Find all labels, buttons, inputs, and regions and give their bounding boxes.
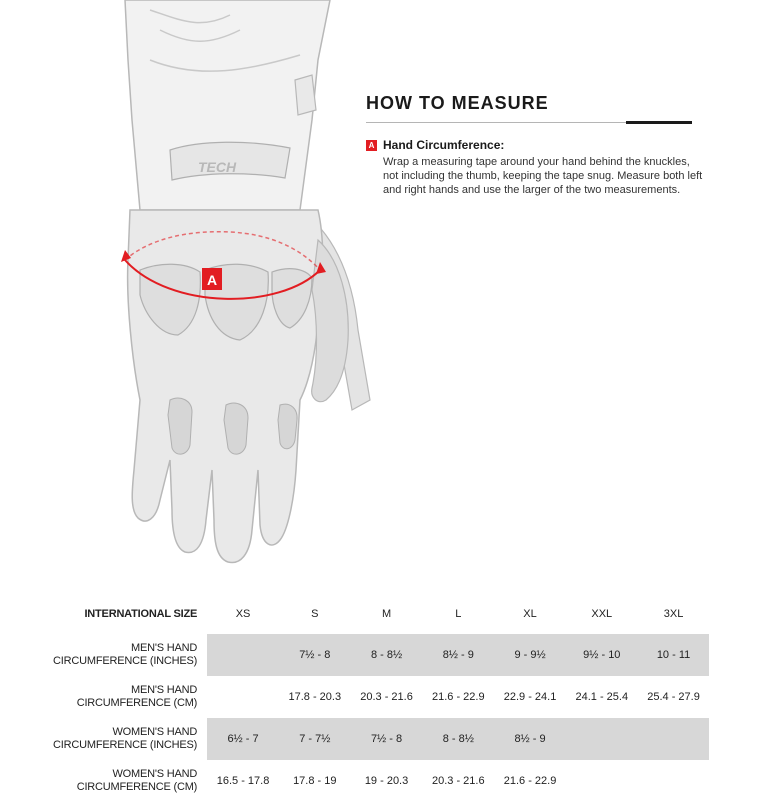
size-header-row [0, 594, 765, 634]
size-cell: 8 - 8½ [351, 634, 423, 676]
size-cell: 7½ - 8 [351, 718, 423, 760]
size-header-m: M [381, 608, 392, 620]
size-cell: 20.3 - 21.6 [431, 775, 485, 787]
size-cell [566, 718, 638, 760]
size-cell [207, 634, 279, 676]
size-cell: 22.9 - 24.1 [503, 691, 557, 703]
measurement-badge: A [366, 140, 377, 151]
size-cell: 9½ - 10 [566, 634, 638, 676]
size-cell: 8½ - 9 [494, 718, 566, 760]
table-row [0, 718, 765, 760]
how-to-measure-panel [366, 92, 703, 197]
measurement-marker-label: A [206, 272, 218, 288]
table-row [0, 634, 765, 676]
glove-brand-text: TECH [198, 159, 237, 175]
size-cell: 20.3 - 21.6 [360, 691, 413, 703]
size-cell: 21.6 - 22.9 [503, 775, 557, 787]
size-cell: 17.8 - 19 [293, 775, 337, 787]
size-cell: 6½ - 7 [207, 718, 279, 760]
size-cell: 8 - 8½ [422, 718, 494, 760]
size-cell [638, 760, 710, 802]
size-cell: 9 - 9½ [494, 634, 566, 676]
size-header-xxl: XXL [591, 608, 613, 620]
glove-drawing [0, 0, 400, 600]
size-header-s: S [311, 608, 319, 620]
size-header-3xl: 3XL [663, 608, 684, 620]
row-label: WOMEN'S HAND CIRCUMFERENCE (CM) [76, 768, 198, 793]
size-cell: 10 - 11 [638, 634, 710, 676]
size-cell: 7½ - 8 [279, 634, 351, 676]
row-label: WOMEN'S HAND CIRCUMFERENCE (INCHES) [53, 726, 198, 751]
size-cell: 8½ - 9 [422, 634, 494, 676]
size-cell [207, 676, 279, 718]
size-cell: 7 - 7½ [279, 718, 351, 760]
size-cell [566, 760, 638, 802]
measurement-title: Hand Circumference: [383, 138, 505, 152]
row-label: MEN'S HAND CIRCUMFERENCE (INCHES) [53, 642, 198, 667]
title-divider [366, 120, 692, 124]
size-cell [638, 718, 710, 760]
size-header-xl: XL [523, 608, 537, 620]
measurement-heading [366, 138, 692, 153]
size-cell: 24.1 - 25.4 [575, 691, 629, 703]
international-size-label: INTERNATIONAL SIZE [84, 607, 198, 620]
size-chart-table [0, 594, 765, 802]
size-header-xs: XS [235, 608, 251, 620]
size-cell: 25.4 - 27.9 [647, 691, 700, 703]
table-row [0, 760, 765, 802]
size-header-l: L [455, 608, 462, 620]
size-cell: 16.5 - 17.8 [216, 775, 270, 787]
measurement-instructions: Wrap a measuring tape around your hand behind the knuckles, not including the thumb, keeping the tape snug. Measure both left and right hands and use the larger of the two measurements. [383, 156, 703, 196]
how-to-measure-title: HOW TO MEASURE [366, 93, 549, 113]
size-cell: 19 - 20.3 [364, 775, 409, 787]
size-cell: 17.8 - 20.3 [288, 691, 342, 703]
size-cell: 21.6 - 22.9 [431, 691, 485, 703]
table-row [0, 676, 765, 718]
row-label: MEN'S HAND CIRCUMFERENCE (CM) [76, 684, 198, 709]
